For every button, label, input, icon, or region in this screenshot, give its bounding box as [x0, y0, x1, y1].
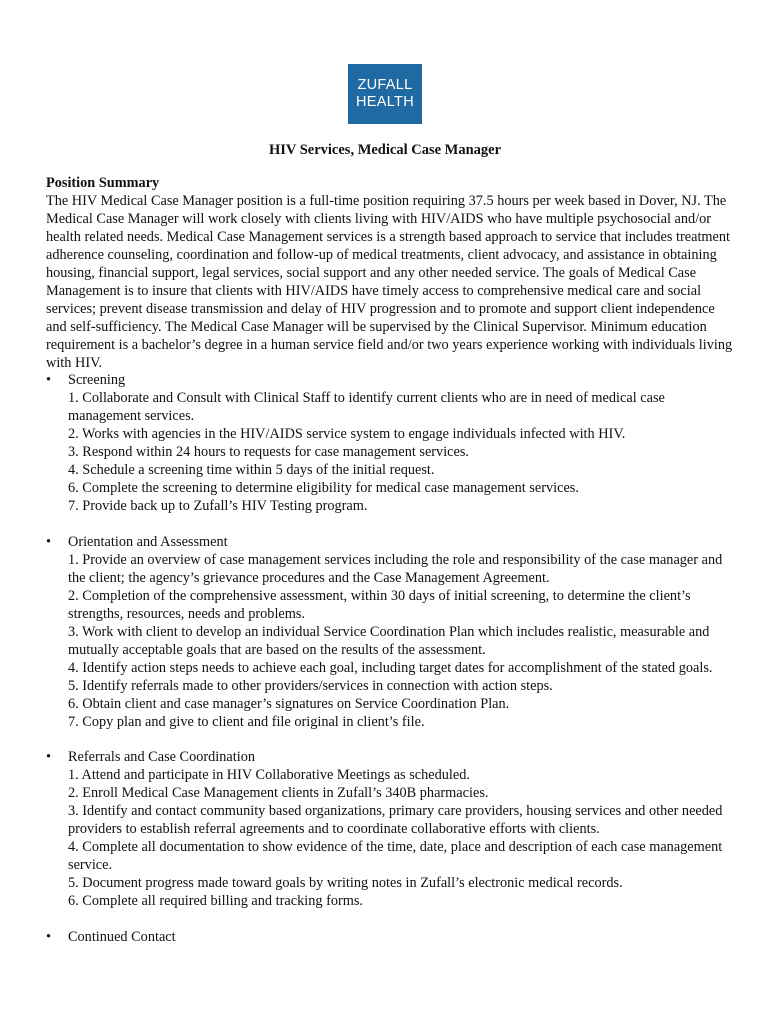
bullet-icon: • — [46, 749, 52, 766]
list-item: 4. Schedule a screening time within 5 days of the initial request. — [68, 462, 435, 479]
list-item: 4. Identify action steps needs to achieve each goal, including target dates for accomplishment of the stated goals. — [68, 659, 713, 676]
section-continued-contact — [46, 929, 736, 947]
list-item: 3. Identify and contact community based organizations, primary care providers, housing services and other needed providers to establish referral agreements and to coordinate collaborative efforts with clients. — [68, 803, 723, 838]
list-item: 2. Works with agencies in the HIV/AIDS service system to engage individuals infected with HIV. — [68, 426, 626, 443]
section-screening — [46, 372, 736, 516]
section-orientation-assessment — [46, 534, 736, 731]
section-heading: Continued Contact — [68, 928, 176, 945]
list-item: 5. Document progress made toward goals by writing notes in Zufall’s electronic medical records. — [68, 875, 623, 892]
section-heading: Referrals and Case Coordination — [68, 749, 255, 766]
bullet-icon: • — [46, 534, 52, 551]
logo-line-1: ZUFALL — [357, 77, 413, 93]
position-summary-text: The HIV Medical Case Manager position is a full-time position requiring 37.5 hours per week based in Dover, NJ. The Medical Case Manager will work closely with clients living with HIV/AIDS who have multiple psychosocial and/or health related needs. Medical Case Management services is a strength based approach to service that includes treatment adherence counseling, coordination and follow-up of medical treatments, client advocacy, and assistance in obtaining housing, financial support, legal services, social support and any other needed service. The goals of Medical Case Management is to insure that clients with HIV/AIDS have timely access to comprehensive medical care and social services; prevent disease transmission and delay of HIV progression and to promote and support client independence and self-sufficiency. The Medical Case Manager will be supervised by the Clinical Supervisor. Minimum education requirement is a bachelor’s degree in a human service field and/or two years experience working with individuals living with HIV. — [46, 192, 733, 371]
list-item: 5. Identify referrals made to other providers/services in connection with action steps. — [68, 677, 553, 694]
list-item: 3. Work with client to develop an individual Service Coordination Plan which includes realistic, measurable and mutually acceptable goals that are based on the results of the assessment. — [68, 623, 710, 658]
list-item: 7. Copy plan and give to client and file original in client’s file. — [68, 713, 425, 730]
logo-line-2: HEALTH — [356, 94, 414, 110]
bullet-icon: • — [46, 928, 52, 945]
section-heading: Orientation and Assessment — [68, 534, 228, 551]
list-item: 6. Complete the screening to determine eligibility for medical case management services. — [68, 480, 579, 497]
list-item: 1. Attend and participate in HIV Collaborative Meetings as scheduled. — [68, 767, 470, 784]
list-item: 7. Provide back up to Zufall’s HIV Testing program. — [68, 498, 368, 515]
list-item: 2. Completion of the comprehensive assessment, within 30 days of initial screening, to determine the client’s strengths, resources, needs and problems. — [68, 587, 691, 622]
list-item: 4. Complete all documentation to show evidence of the time, date, place and description of each case management service. — [68, 839, 723, 874]
section-heading: Screening — [68, 372, 126, 389]
document-title: HIV Services, Medical Case Manager — [268, 142, 502, 158]
position-summary-heading: Position Summary — [46, 175, 160, 191]
bullet-icon: • — [46, 372, 52, 389]
list-item: 1. Provide an overview of case management services including the role and responsibility of the case manager and the client; the agency’s grievance procedures and the Case Management Agreement. — [68, 552, 723, 586]
list-item: 1. Collaborate and Consult with Clinical Staff to identify current clients who are in need of medical case management services. — [68, 390, 665, 425]
zufall-health-logo — [348, 64, 422, 124]
list-item: 6. Complete all required billing and tracking forms. — [68, 893, 363, 910]
list-item: 3. Respond within 24 hours to requests for case management services. — [68, 444, 470, 461]
document-body — [46, 175, 736, 947]
section-referrals-coordination — [46, 749, 736, 911]
list-item: 2. Enroll Medical Case Management clients in Zufall’s 340B pharmacies. — [68, 785, 489, 802]
list-item: 6. Obtain client and case manager’s signatures on Service Coordination Plan. — [68, 695, 510, 712]
